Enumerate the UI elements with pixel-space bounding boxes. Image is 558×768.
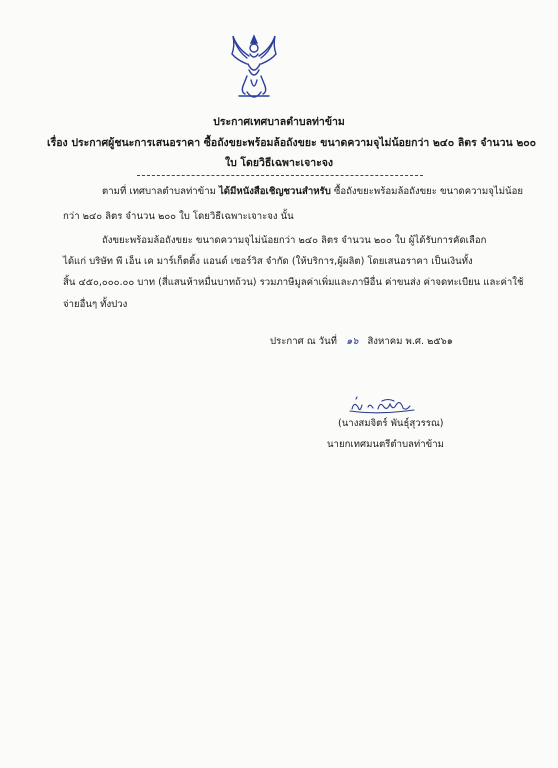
announce-prefix: ประกาศ ณ วันที่ (270, 336, 337, 347)
announce-month-year: สิงหาคม พ.ศ. ๒๕๖๑ (367, 336, 453, 347)
paragraph-1-line-1 (102, 184, 523, 199)
announcement-subject: เรื่อง ประกาศผู้ชนะการเสนอราคา ซื้อถังขยะพร้อมล้อถังขยะ ขนาดความจุไม่น้อยกว่า ๒๔๐ ลิตร จำนวน ๒๐๐ (47, 137, 537, 149)
announcement-subject-continued: ใบ โดยวิธีเฉพาะเจาะจง (224, 157, 334, 169)
garuda-emblem-icon (229, 30, 279, 106)
paragraph-2-line-1: ถังขยะพร้อมล้อถังขยะ ขนาดความจุไม่น้อยกว่า ๒๔๐ ลิตร จำนวน ๒๐๐ ใบ ผู้ได้รับการคัดเลือก (102, 235, 487, 246)
paragraph-1-segment-b: ได้มีหนังสือเชิญชวนสำหรับ (218, 186, 331, 197)
paragraph-2-line-2: ได้แก่ บริษัท พี เอ็น เค มาร์เก็ตติ้ง แอนด์ เซอร์วิส จำกัด (ให้บริการ,ผู้ผลิต) โดยเสนอราคา เป็นเงินทั้ง (63, 256, 473, 267)
paragraph-2-line-3: สิ้น ๔๕๐,๐๐๐.๐๐ บาท (สี่แสนห้าหมื่นบาทถ้วน) รวมภาษีมูลค่าเพิ่มและภาษีอื่น ค่าขนส่ง ค่าจดทะเบียน และค่าใช้ (63, 277, 524, 288)
signatory-name: (นางสมจิตร์ พันธุ์สุวรรณ) (338, 418, 444, 429)
paragraph-1-segment-a: ตามที่ เทศบาลตำบลท่าข้าม (102, 186, 219, 197)
announcement-title: ประกาศเทศบาลตำบลท่าข้าม (213, 116, 345, 128)
paragraph-1-line-2: กว่า ๒๔๐ ลิตร จำนวน ๒๐๐ ใบ โดยวิธีเฉพาะเจาะจง นั้น (63, 211, 294, 222)
paragraph-2-line-4: จ่ายอื่นๆ ทั้งปวง (63, 299, 128, 310)
announce-day: ๑๖ (346, 336, 359, 347)
signatory-position: นายกเทศมนตรีตำบลท่าข้าม (327, 439, 444, 450)
paragraph-1-segment-c: ซื้อถังขยะพร้อมล้อถังขยะ ขนาดความจุไม่น้อย (330, 186, 523, 197)
announcement-date (270, 334, 453, 349)
separator-line (137, 175, 423, 176)
